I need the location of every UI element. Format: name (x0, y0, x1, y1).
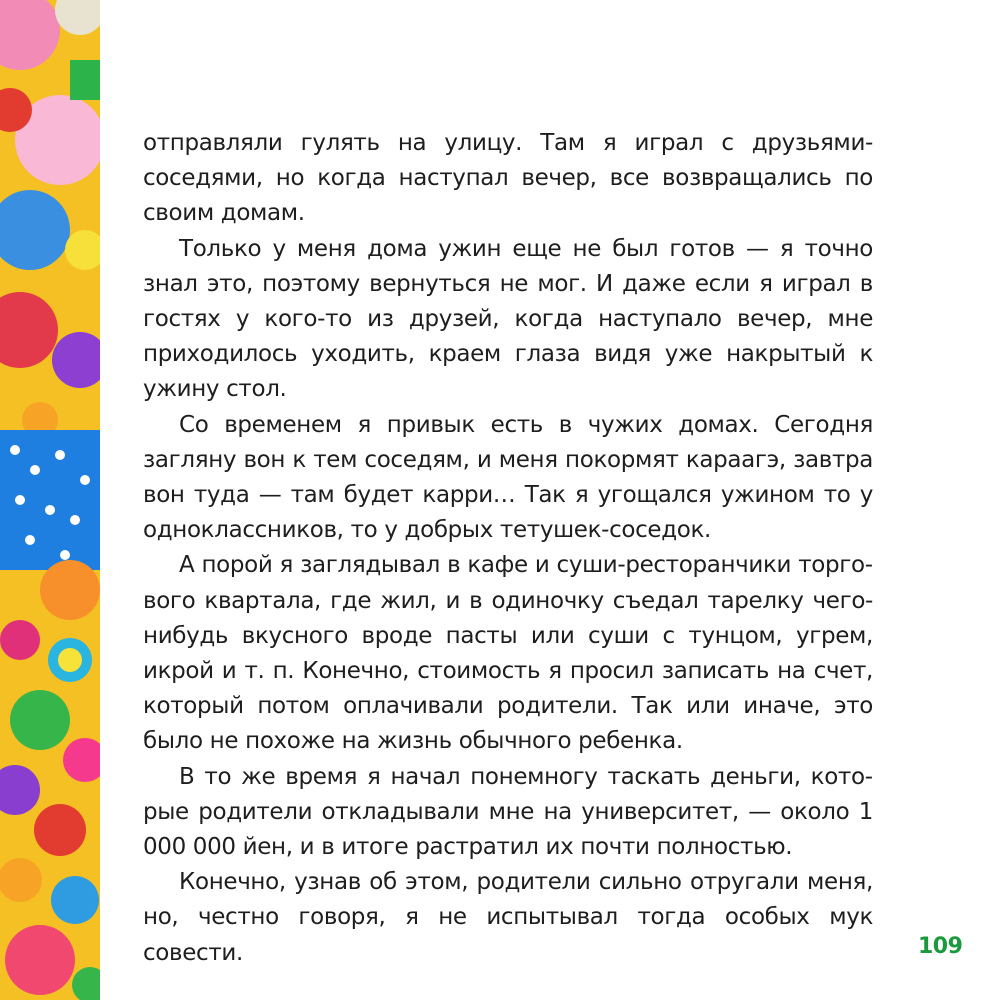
paragraph-4: А порой я заглядывал в кафе и суши-ресторанчики торгового квартала, где жил, и в одиночку съедал тарелку чего-нибудь вкусного вроде пасты или суши с тунцом, угрем, икрой и т. п. Конечно, стоимость я просил записать на счет, который потом оплачивали родители. Так или иначе, это было не похоже на жизнь обычного ребенка. (143, 552, 873, 755)
page-number: 109 (918, 934, 963, 959)
paragraph-5: В то же время я начал понемногу таскать деньги, которые родители откладывали мне на университет, — около 1 000 000 йен, и в итоге растратил их почти полностью. (143, 763, 873, 861)
paragraph-1: отправляли гулять на улицу. Там я играл с друзьями-соседями, но когда наступал вечер, все возвращались по своим домам. (143, 130, 873, 227)
paragraph-3: Со временем я привык есть в чужих домах. Сегодня загляну вон к тем соседям, и меня покормят караагэ, завтра вон туда — там будет карри… Так я угощался ужином то у одноклассников, то у добрых тетушек-соседок. (143, 411, 873, 544)
paragraph-6: Конечно, узнав об этом, родители сильно отругали меня, но, честно говоря, я не испытывал тогда особых мук совести. (143, 869, 873, 966)
candy-decoration-image (0, 0, 100, 1000)
paragraph-2: Только у меня дома ужин еще не был готов — я точно знал это, поэтому вернуться не мог. И даже если я играл в гостях у кого-то из друзей, когда наступало вечер, мне приходилось уходить, краем глаза видя уже накрытый к ужину стол. (143, 235, 873, 403)
body-text (143, 126, 873, 971)
